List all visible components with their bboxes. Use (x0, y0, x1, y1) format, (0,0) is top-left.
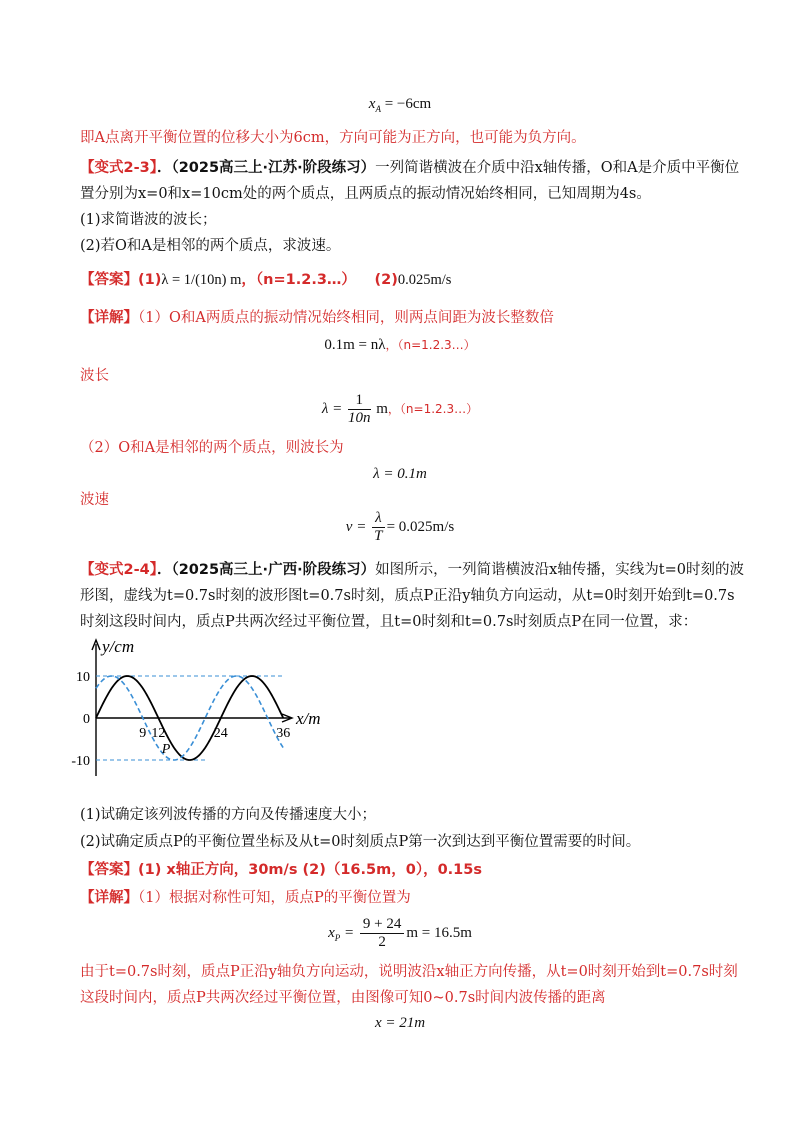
v23-detail-1: 【详解】（1）O和A两质点的振动情况始终相同，则两点间距为波长整数倍 (80, 310, 554, 326)
v24-question-1: (1)试确定该列波传播的方向及传播速度大小； (80, 807, 377, 823)
x-tick-label: 9 (139, 726, 147, 741)
v23-answer: 【答案】(1)λ = 1/(10n) m，（n=1.2.3…） (2)0.025m/s (80, 272, 452, 288)
x-tick-label: 36 (276, 726, 291, 741)
v24-header: 【变式2-4】．（2025高三上·广西·阶段练习）如图所示，一列简谐横波沿x轴传播，实线为t=0时刻的波 (80, 562, 744, 578)
top-equation: $x_A = -6cm$ (368, 96, 432, 114)
x-axis-label: x/m (296, 709, 321, 728)
y-tick-label: 10 (76, 670, 90, 685)
v24-stem-3: 时刻这段时间内，质点P共两次经过平衡位置，且t=0时刻和t=0.7s时刻质点P在同一位置，求： (80, 614, 698, 630)
v24-stem-2: 形图，虚线为t=0.7s时刻的波形图t=0.7s时刻，质点P正沿y轴负方向运动，从t=0时刻开始到t=0.7s (80, 588, 735, 604)
v23-word-speed: 波速 (80, 492, 109, 508)
v23-word-wavelength: 波长 (80, 368, 109, 384)
y-axis-label: y/cm (102, 637, 135, 656)
y-tick-label: -10 (71, 754, 90, 769)
y-tick-label: 0 (83, 712, 90, 727)
conclusion-line: 即A点离开平衡位置的位移大小为6cm，方向可能为正方向，也可能为负方向。 (80, 130, 586, 146)
v24-eq2: x = 21m (374, 1015, 426, 1031)
v23-eq3: λ = 0.1m (373, 466, 427, 482)
x-tick-label: 24 (213, 726, 228, 741)
v24-eq1: $x_P$ = $\frac{9 + 24}{2}$ m = 16.5m (328, 916, 472, 950)
v24-line-a: 由于t=0.7s时刻，质点P正沿y轴负方向运动，说明波沿x轴正方向传播，从t=0时刻开始到t=0.7s时刻 (80, 964, 738, 980)
v23-eq2: λ = $\frac{1}{10n}$ m，（n=1.2.3…） (321, 392, 479, 426)
v23-eq4: v = $\frac{\lambda}{T}$ = 0.025m/s (345, 510, 455, 544)
wave-chart (64, 636, 324, 786)
v24-answer: 【答案】(1) x轴正方向，30m/s (2)（16.5m，0），0.15s (80, 862, 482, 878)
point-p-label: P (161, 741, 171, 757)
v24-detail-1: 【详解】（1）根据对称性可知，质点P的平衡位置为 (80, 890, 411, 906)
v23-question-2: (2)若O和A是相邻的两个质点，求波速。 (80, 238, 341, 254)
v23-header: 【变式2-3】．（2025高三上·江苏·阶段练习）一列简谐横波在介质中沿x轴传播，O和A是介质中平衡位 (80, 160, 740, 176)
v24-line-b: 这段时间内，质点P共两次经过平衡位置，由图像可知0~0.7s时间内波传播的距离 (80, 990, 606, 1006)
v23-question-1: (1)求简谐波的波长； (80, 212, 217, 228)
v23-eq1: 0.1m = nλ，（n=1.2.3…） (324, 337, 476, 353)
v24-question-2: (2)试确定质点P的平衡位置坐标及从t=0时刻质点P第一次到达到平衡位置需要的时间。 (80, 834, 641, 850)
v23-detail-2: （2）O和A是相邻的两个质点，则波长为 (80, 440, 344, 456)
v23-stem-2: 置分别为x=0和x=10cm处的两个质点，且两质点的振动情况始终相同，已知周期为4s。 (80, 186, 651, 202)
x-tick-label: 12 (151, 726, 166, 741)
